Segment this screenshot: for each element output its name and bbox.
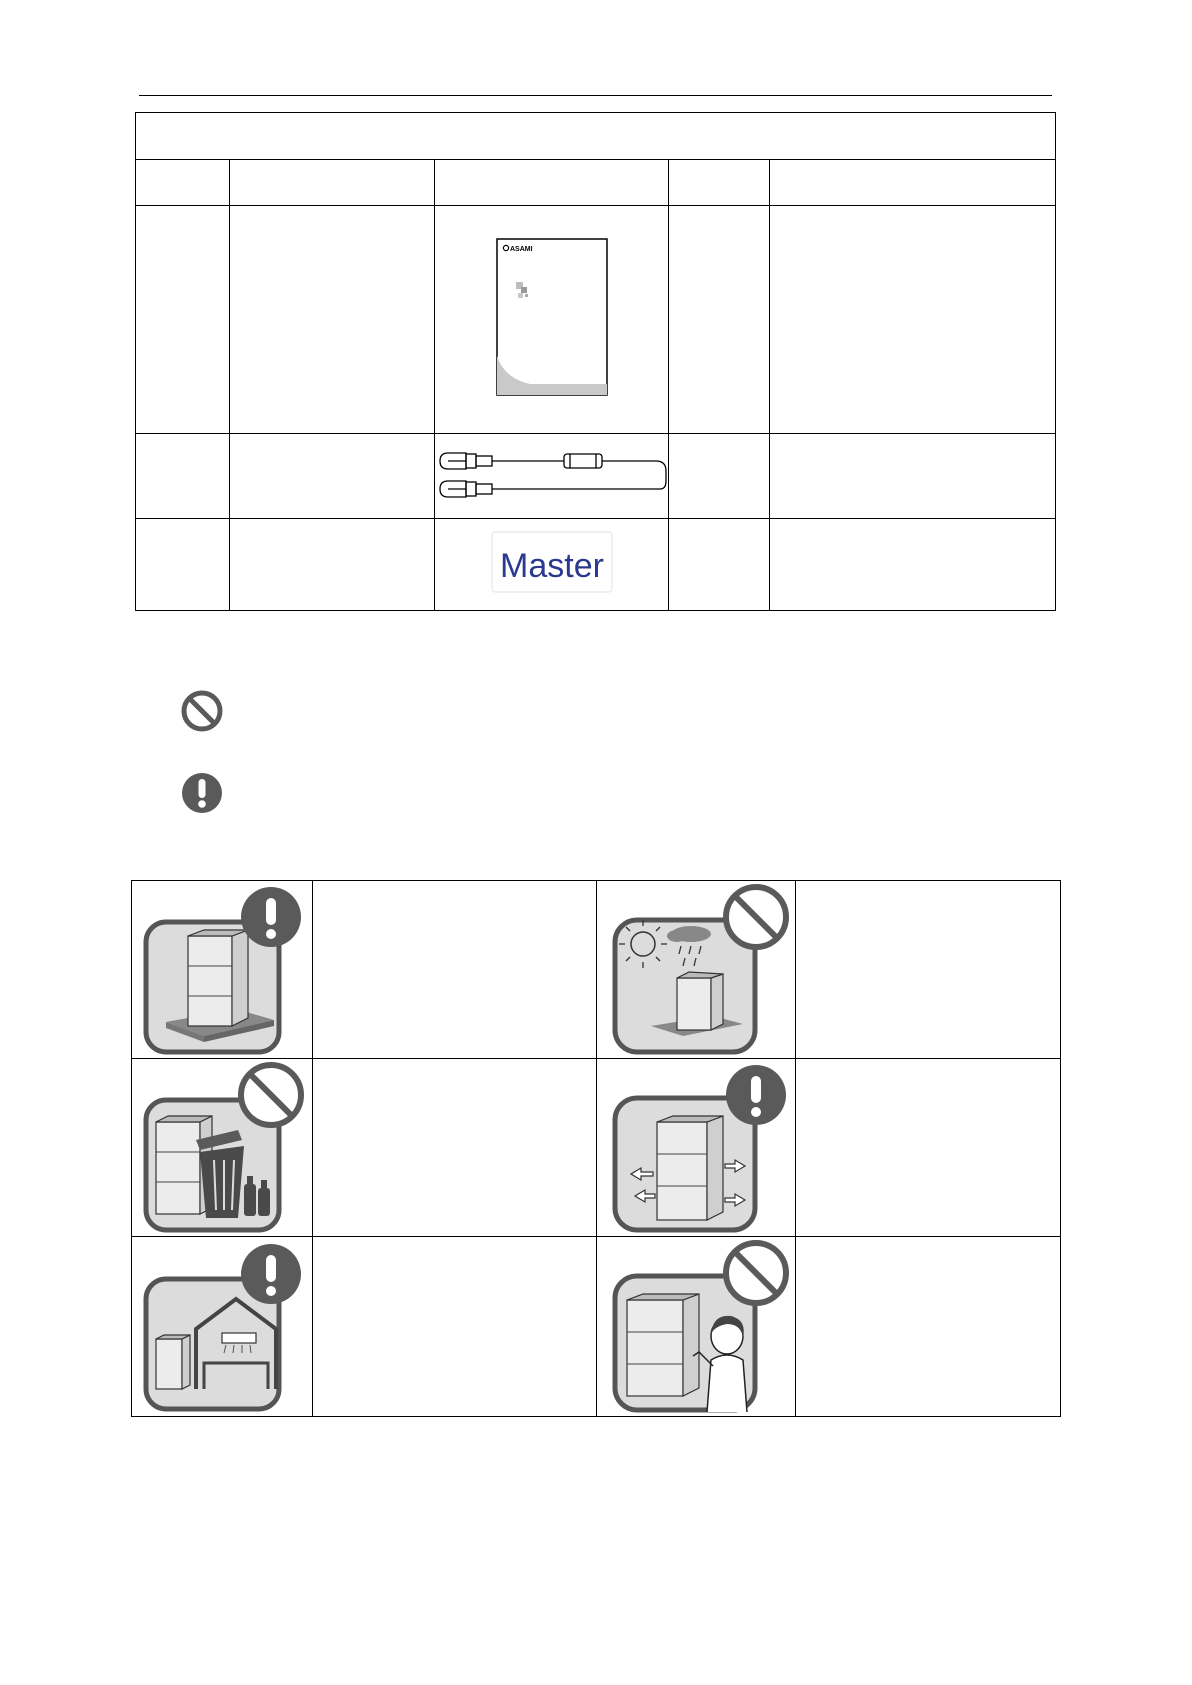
row-no: [136, 434, 230, 519]
row-remark: [770, 519, 1056, 611]
fuse-cable-icon: [436, 439, 668, 509]
trash-nearby-prohibited-icon: [138, 1062, 306, 1234]
row-qty: [669, 434, 770, 519]
row-name: [230, 434, 435, 519]
column-header-image: [435, 160, 669, 206]
column-header-qty: [669, 160, 770, 206]
indoor-connection-mandatory-icon: [138, 1241, 306, 1413]
do-not-touch-prohibited-icon: [601, 1240, 791, 1414]
grid-text: [313, 1237, 597, 1417]
row-remark: [770, 206, 1056, 434]
grid-row: [132, 1059, 1061, 1237]
row-name: [230, 519, 435, 611]
row-remark: [770, 434, 1056, 519]
grid-text: [796, 1059, 1061, 1237]
table-row: [136, 519, 1056, 611]
unit-on-base-mandatory-icon: [138, 884, 306, 1056]
grid-image-cell: [597, 1237, 796, 1417]
grid-image-cell: [132, 1237, 313, 1417]
prohibited-icon: [180, 689, 224, 733]
row-image-cell: [435, 206, 669, 434]
column-header-no: [136, 160, 230, 206]
grid-text: [796, 881, 1061, 1059]
master-label-icon: [491, 531, 613, 593]
grid-image-cell: [132, 881, 313, 1059]
sun-rain-prohibited-icon: [601, 884, 791, 1056]
accessories-table: [135, 112, 1056, 611]
row-no: [136, 519, 230, 611]
master-label-text: Master: [499, 547, 604, 585]
column-header-name: [230, 160, 435, 206]
grid-image-cell: [597, 1059, 796, 1237]
grid-row: [132, 881, 1061, 1059]
row-image-cell: [435, 434, 669, 519]
header-rule: [139, 95, 1052, 96]
table-row: [136, 434, 1056, 519]
grid-image-cell: [132, 1059, 313, 1237]
grid-image-cell: [597, 881, 796, 1059]
row-image-cell: [435, 519, 669, 611]
column-header-remark: [770, 160, 1056, 206]
mandatory-icon: [180, 771, 224, 815]
manual-icon: [496, 238, 608, 396]
grid-text: [313, 1059, 597, 1237]
installation-grid: [131, 880, 1061, 1417]
grid-text: [796, 1237, 1061, 1417]
grid-text: [313, 881, 597, 1059]
row-name: [230, 206, 435, 434]
airflow-space-mandatory-icon: [601, 1062, 791, 1234]
row-no: [136, 206, 230, 434]
grid-row: [132, 1237, 1061, 1417]
table-row: [136, 206, 1056, 434]
row-qty: [669, 206, 770, 434]
row-qty: [669, 519, 770, 611]
table-title: [136, 113, 1056, 160]
manual-brand: ASAMI: [509, 246, 533, 253]
